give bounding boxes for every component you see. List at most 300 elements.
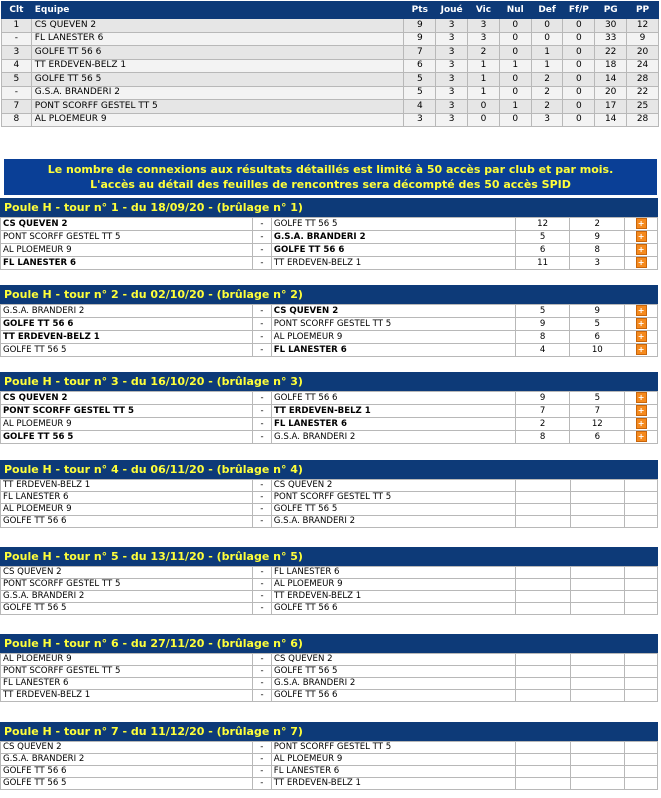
detail-cell: [625, 591, 658, 603]
away-score-cell: [570, 579, 625, 591]
match-detail-icon[interactable]: +: [636, 257, 647, 268]
away-team-cell: GOLFE TT 56 5: [272, 666, 516, 678]
standings-row: [2, 86, 659, 100]
match-detail-icon[interactable]: +: [636, 431, 647, 442]
stat-cell: 22: [627, 86, 659, 100]
stat-cell: 0: [499, 73, 531, 87]
stat-cell: 5: [404, 86, 436, 100]
home-score-cell: [515, 567, 570, 579]
match-row: [1, 678, 658, 690]
home-team-cell: FL LANESTER 6: [1, 678, 253, 690]
versus-separator: -: [252, 778, 271, 790]
versus-separator: -: [253, 567, 272, 579]
round-title: Poule H - tour n° 1 - du 18/09/20 - (brûlage n° 1): [0, 198, 658, 217]
away-score-cell: 6: [570, 331, 625, 344]
away-team-cell: G.S.A. BRANDERI 2: [271, 431, 515, 444]
stat-cell: 3: [436, 100, 468, 114]
match-row: [1, 754, 658, 766]
home-score-cell: 2: [515, 418, 570, 431]
away-team-cell: TT ERDEVEN-BELZ 1: [271, 405, 515, 418]
stat-cell: 4: [404, 100, 436, 114]
standings-row: [2, 73, 659, 87]
home-team-cell: TT ERDEVEN-BELZ 1: [1, 331, 253, 344]
stat-cell: 24: [627, 59, 659, 73]
match-detail-icon[interactable]: +: [636, 392, 647, 403]
stat-cell: 3: [468, 19, 500, 33]
home-team-cell: GOLFE TT 56 6: [1, 516, 253, 528]
stat-cell: 30: [595, 19, 627, 33]
away-score-cell: [570, 666, 625, 678]
match-row: [1, 257, 658, 270]
detail-cell: [625, 579, 658, 591]
away-team-cell: AL PLOEMEUR 9: [271, 331, 515, 344]
away-team-cell: TT ERDEVEN-BELZ 1: [271, 257, 515, 270]
home-team-cell: GOLFE TT 56 6: [1, 766, 253, 778]
rank-cell: 4: [2, 59, 32, 73]
detail-cell: [625, 766, 658, 778]
detail-cell: [625, 405, 658, 418]
standings-row: [2, 113, 659, 127]
versus-separator: -: [253, 418, 272, 431]
away-score-cell: 8: [570, 244, 625, 257]
away-team-cell: G.S.A. BRANDERI 2: [271, 516, 515, 528]
home-score-cell: [515, 492, 570, 504]
home-score-cell: [515, 666, 570, 678]
stat-cell: 3: [531, 113, 563, 127]
away-team-cell: PONT SCORFF GESTEL TT 5: [271, 318, 515, 331]
away-score-cell: [570, 504, 625, 516]
detail-cell: [625, 492, 658, 504]
standings-row: [2, 46, 659, 60]
home-team-cell: G.S.A. BRANDERI 2: [1, 305, 253, 318]
stat-cell: 0: [499, 32, 531, 46]
match-row: [1, 480, 658, 492]
stat-cell: 0: [563, 59, 595, 73]
stat-cell: 9: [627, 32, 659, 46]
match-row: [1, 504, 658, 516]
away-score-cell: [570, 603, 625, 615]
versus-separator: -: [252, 480, 271, 492]
round-title: Poule H - tour n° 2 - du 02/10/20 - (brûlage n° 2): [0, 285, 658, 304]
away-team-cell: GOLFE TT 56 5: [271, 504, 515, 516]
match-row: [1, 418, 658, 431]
home-team-cell: CS QUEVEN 2: [1, 392, 253, 405]
home-team-cell: AL PLOEMEUR 9: [1, 244, 253, 257]
home-team-cell: PONT SCORFF GESTEL TT 5: [1, 231, 253, 244]
stat-cell: 3: [436, 73, 468, 87]
away-team-cell: TT ERDEVEN-BELZ 1: [272, 591, 516, 603]
detail-cell: [625, 392, 658, 405]
rank-cell: -: [2, 32, 32, 46]
rank-cell: 8: [2, 113, 32, 127]
round-title: Poule H - tour n° 3 - du 16/10/20 - (brûlage n° 3): [0, 372, 658, 391]
away-score-cell: [570, 654, 625, 666]
match-row: [1, 331, 658, 344]
detail-cell: [625, 654, 658, 666]
team-name-cell: CS QUEVEN 2: [31, 19, 404, 33]
team-name-cell: GOLFE TT 56 5: [31, 73, 404, 87]
home-score-cell: [515, 591, 570, 603]
home-team-cell: CS QUEVEN 2: [1, 567, 253, 579]
away-team-cell: TT ERDEVEN-BELZ 1: [271, 778, 515, 790]
home-team-cell: G.S.A. BRANDERI 2: [1, 754, 253, 766]
col-header-clt: Clt: [2, 2, 32, 19]
home-team-cell: GOLFE TT 56 6: [1, 318, 253, 331]
home-team-cell: AL PLOEMEUR 9: [1, 504, 253, 516]
match-row: [1, 766, 658, 778]
home-score-cell: [515, 742, 570, 754]
home-team-cell: TT ERDEVEN-BELZ 1: [1, 690, 253, 702]
detail-cell: [625, 778, 658, 790]
match-detail-icon[interactable]: +: [636, 418, 647, 429]
access-limit-notice: [4, 159, 657, 195]
detail-cell: [625, 480, 658, 492]
match-row: [1, 405, 658, 418]
round-matches-table: [0, 566, 658, 615]
stat-cell: 2: [531, 73, 563, 87]
away-score-cell: [570, 516, 625, 528]
match-row: [1, 305, 658, 318]
match-row: [1, 690, 658, 702]
away-score-cell: [570, 754, 625, 766]
match-row: [1, 666, 658, 678]
home-score-cell: 8: [515, 431, 570, 444]
col-header-pp: PP: [627, 2, 659, 19]
stat-cell: 25: [627, 100, 659, 114]
home-score-cell: 7: [515, 405, 570, 418]
home-score-cell: 5: [515, 231, 570, 244]
home-team-cell: GOLFE TT 56 5: [1, 431, 253, 444]
versus-separator: -: [253, 690, 272, 702]
match-row: [1, 603, 658, 615]
away-score-cell: 3: [570, 257, 625, 270]
match-row: [1, 231, 658, 244]
detail-cell: [625, 244, 658, 257]
match-row: [1, 244, 658, 257]
away-score-cell: 5: [570, 318, 625, 331]
detail-cell: [625, 418, 658, 431]
away-team-cell: PONT SCORFF GESTEL TT 5: [271, 492, 515, 504]
detail-cell: [625, 318, 658, 331]
away-score-cell: 7: [570, 405, 625, 418]
col-header-equipe: Equipe: [31, 2, 404, 19]
away-score-cell: [570, 778, 625, 790]
round-block: [0, 460, 658, 528]
versus-separator: -: [253, 244, 272, 257]
round-matches-table: [0, 479, 658, 528]
match-row: [1, 742, 658, 754]
home-team-cell: FL LANESTER 6: [1, 257, 253, 270]
round-block: [0, 198, 658, 270]
rank-cell: 5: [2, 73, 32, 87]
home-score-cell: 9: [515, 318, 570, 331]
away-team-cell: AL PLOEMEUR 9: [272, 579, 516, 591]
stat-cell: 14: [595, 113, 627, 127]
match-row: [1, 492, 658, 504]
stat-cell: 2: [468, 46, 500, 60]
versus-separator: -: [252, 305, 271, 318]
rank-cell: 3: [2, 46, 32, 60]
versus-separator: -: [252, 754, 271, 766]
away-score-cell: 9: [570, 231, 625, 244]
home-team-cell: CS QUEVEN 2: [1, 218, 253, 231]
versus-separator: -: [253, 231, 272, 244]
versus-separator: -: [253, 666, 272, 678]
round-matches-table: [0, 304, 658, 357]
standings-row: [2, 100, 659, 114]
rank-cell: 7: [2, 100, 32, 114]
stat-cell: 7: [404, 46, 436, 60]
away-team-cell: FL LANESTER 6: [271, 418, 515, 431]
standings-row: [2, 32, 659, 46]
home-score-cell: 5: [515, 305, 570, 318]
round-matches-table: [0, 653, 658, 702]
match-detail-icon[interactable]: +: [636, 244, 647, 255]
home-team-cell: PONT SCORFF GESTEL TT 5: [1, 579, 253, 591]
stat-cell: 1: [468, 73, 500, 87]
home-score-cell: [515, 778, 570, 790]
round-block: [0, 722, 658, 790]
versus-separator: -: [252, 344, 271, 357]
col-header-ffp: Ff/P: [563, 2, 595, 19]
away-team-cell: FL LANESTER 6: [271, 344, 515, 357]
detail-cell: [625, 516, 658, 528]
stat-cell: 28: [627, 113, 659, 127]
home-score-cell: [515, 504, 570, 516]
stat-cell: 0: [499, 113, 531, 127]
away-team-cell: CS QUEVEN 2: [272, 654, 516, 666]
versus-separator: -: [253, 431, 272, 444]
home-score-cell: [515, 766, 570, 778]
away-team-cell: GOLFE TT 56 6: [271, 244, 515, 257]
stat-cell: 0: [563, 113, 595, 127]
stat-cell: 0: [468, 113, 500, 127]
versus-separator: -: [252, 766, 271, 778]
stat-cell: 1: [499, 59, 531, 73]
versus-separator: -: [252, 492, 271, 504]
versus-separator: -: [253, 603, 272, 615]
stat-cell: 3: [436, 32, 468, 46]
away-score-cell: [570, 480, 625, 492]
away-team-cell: FL LANESTER 6: [271, 766, 515, 778]
team-name-cell: G.S.A. BRANDERI 2: [31, 86, 404, 100]
match-detail-icon[interactable]: +: [636, 231, 647, 242]
detail-cell: [625, 504, 658, 516]
away-team-cell: G.S.A. BRANDERI 2: [271, 231, 515, 244]
versus-separator: -: [253, 579, 272, 591]
round-matches-table: [0, 391, 658, 444]
versus-separator: -: [253, 654, 272, 666]
home-score-cell: 9: [515, 392, 570, 405]
team-name-cell: AL PLOEMEUR 9: [31, 113, 404, 127]
match-detail-icon[interactable]: +: [636, 318, 647, 329]
detail-cell: [625, 754, 658, 766]
stat-cell: 0: [563, 73, 595, 87]
round-title: Poule H - tour n° 7 - du 11/12/20 - (brûlage n° 7): [0, 722, 658, 741]
match-row: [1, 431, 658, 444]
detail-cell: [625, 218, 658, 231]
home-score-cell: 12: [515, 218, 570, 231]
stat-cell: 3: [404, 113, 436, 127]
stat-cell: 9: [404, 32, 436, 46]
home-team-cell: FL LANESTER 6: [1, 492, 253, 504]
round-block: [0, 634, 658, 702]
standings-table: [1, 1, 659, 127]
match-row: [1, 579, 658, 591]
away-team-cell: GOLFE TT 56 6: [272, 690, 516, 702]
stat-cell: 3: [436, 113, 468, 127]
match-row: [1, 516, 658, 528]
away-team-cell: AL PLOEMEUR 9: [271, 754, 515, 766]
detail-cell: [625, 257, 658, 270]
home-score-cell: 11: [515, 257, 570, 270]
stat-cell: 6: [404, 59, 436, 73]
match-row: [1, 392, 658, 405]
home-team-cell: PONT SCORFF GESTEL TT 5: [1, 666, 253, 678]
stat-cell: 0: [468, 100, 500, 114]
home-score-cell: [515, 678, 570, 690]
match-detail-icon[interactable]: +: [636, 218, 647, 229]
versus-separator: -: [252, 331, 271, 344]
home-score-cell: 6: [515, 244, 570, 257]
stat-cell: 0: [563, 46, 595, 60]
notice-line-2: L'accès au détail des feuilles de rencontres sera décompté des 50 accès SPID: [90, 178, 571, 191]
away-score-cell: 6: [570, 431, 625, 444]
detail-cell: [625, 742, 658, 754]
round-title: Poule H - tour n° 6 - du 27/11/20 - (brûlage n° 6): [0, 634, 658, 653]
home-team-cell: TT ERDEVEN-BELZ 1: [1, 480, 253, 492]
versus-separator: -: [252, 318, 271, 331]
stat-cell: 0: [499, 86, 531, 100]
away-score-cell: 9: [570, 305, 625, 318]
notice-line-1: Le nombre de connexions aux résultats détaillés est limité à 50 accès par club et par mois.: [47, 163, 614, 176]
match-row: [1, 591, 658, 603]
away-score-cell: [570, 742, 625, 754]
match-detail-icon[interactable]: +: [636, 331, 647, 342]
stat-cell: 0: [499, 46, 531, 60]
home-score-cell: 4: [515, 344, 570, 357]
match-row: [1, 778, 658, 790]
away-team-cell: G.S.A. BRANDERI 2: [272, 678, 516, 690]
stat-cell: 3: [436, 19, 468, 33]
stat-cell: 2: [531, 86, 563, 100]
versus-separator: -: [253, 392, 272, 405]
rank-cell: 1: [2, 19, 32, 33]
versus-separator: -: [252, 742, 271, 754]
match-detail-icon[interactable]: +: [636, 344, 647, 355]
detail-cell: [625, 666, 658, 678]
stat-cell: 28: [627, 73, 659, 87]
stat-cell: 0: [563, 100, 595, 114]
away-score-cell: [570, 591, 625, 603]
away-team-cell: FL LANESTER 6: [272, 567, 516, 579]
home-team-cell: G.S.A. BRANDERI 2: [1, 591, 253, 603]
away-score-cell: 10: [570, 344, 625, 357]
away-team-cell: GOLFE TT 56 5: [271, 218, 515, 231]
stat-cell: 20: [595, 86, 627, 100]
home-team-cell: GOLFE TT 56 5: [1, 344, 253, 357]
away-score-cell: [570, 766, 625, 778]
detail-cell: [625, 603, 658, 615]
away-team-cell: CS QUEVEN 2: [271, 480, 515, 492]
stat-cell: 5: [404, 73, 436, 87]
away-team-cell: CS QUEVEN 2: [271, 305, 515, 318]
stat-cell: 3: [468, 32, 500, 46]
stat-cell: 33: [595, 32, 627, 46]
away-team-cell: PONT SCORFF GESTEL TT 5: [271, 742, 515, 754]
stat-cell: 0: [531, 19, 563, 33]
round-title: Poule H - tour n° 5 - du 13/11/20 - (brûlage n° 5): [0, 547, 658, 566]
home-team-cell: CS QUEVEN 2: [1, 742, 253, 754]
stat-cell: 14: [595, 73, 627, 87]
round-title: Poule H - tour n° 4 - du 06/11/20 - (brûlage n° 4): [0, 460, 658, 479]
stat-cell: 0: [563, 19, 595, 33]
away-score-cell: 2: [570, 218, 625, 231]
home-team-cell: AL PLOEMEUR 9: [1, 418, 253, 431]
team-name-cell: PONT SCORFF GESTEL TT 5: [31, 100, 404, 114]
home-score-cell: [515, 690, 570, 702]
team-name-cell: TT ERDEVEN-BELZ 1: [31, 59, 404, 73]
versus-separator: -: [252, 516, 271, 528]
home-team-cell: PONT SCORFF GESTEL TT 5: [1, 405, 253, 418]
detail-cell: [625, 344, 658, 357]
col-header-joue: Joué: [436, 2, 468, 19]
home-score-cell: [515, 579, 570, 591]
stat-cell: 18: [595, 59, 627, 73]
round-block: [0, 372, 658, 444]
stat-cell: 1: [531, 59, 563, 73]
stat-cell: 9: [404, 19, 436, 33]
stat-cell: 2: [531, 100, 563, 114]
versus-separator: -: [253, 591, 272, 603]
stat-cell: 1: [468, 59, 500, 73]
stat-cell: 17: [595, 100, 627, 114]
match-detail-icon[interactable]: +: [636, 305, 647, 316]
match-row: [1, 344, 658, 357]
versus-separator: -: [253, 257, 272, 270]
standings-row: [2, 59, 659, 73]
home-score-cell: [515, 654, 570, 666]
detail-cell: [625, 567, 658, 579]
col-header-vic: Vic: [468, 2, 500, 19]
match-row: [1, 567, 658, 579]
detail-cell: [625, 331, 658, 344]
away-score-cell: [570, 678, 625, 690]
away-score-cell: [570, 492, 625, 504]
home-team-cell: GOLFE TT 56 5: [1, 778, 253, 790]
col-header-pts: Pts: [404, 2, 436, 19]
round-block: [0, 547, 658, 615]
home-score-cell: [515, 516, 570, 528]
away-team-cell: GOLFE TT 56 6: [271, 392, 515, 405]
stat-cell: 22: [595, 46, 627, 60]
away-score-cell: 5: [570, 392, 625, 405]
round-matches-table: [0, 741, 658, 790]
standings-row: [2, 19, 659, 33]
home-score-cell: 8: [515, 331, 570, 344]
away-score-cell: [570, 567, 625, 579]
stat-cell: 3: [436, 86, 468, 100]
match-detail-icon[interactable]: +: [636, 405, 647, 416]
away-score-cell: 12: [570, 418, 625, 431]
home-team-cell: AL PLOEMEUR 9: [1, 654, 253, 666]
team-name-cell: FL LANESTER 6: [31, 32, 404, 46]
detail-cell: [625, 305, 658, 318]
match-row: [1, 654, 658, 666]
home-score-cell: [515, 603, 570, 615]
stat-cell: 0: [563, 32, 595, 46]
detail-cell: [625, 690, 658, 702]
